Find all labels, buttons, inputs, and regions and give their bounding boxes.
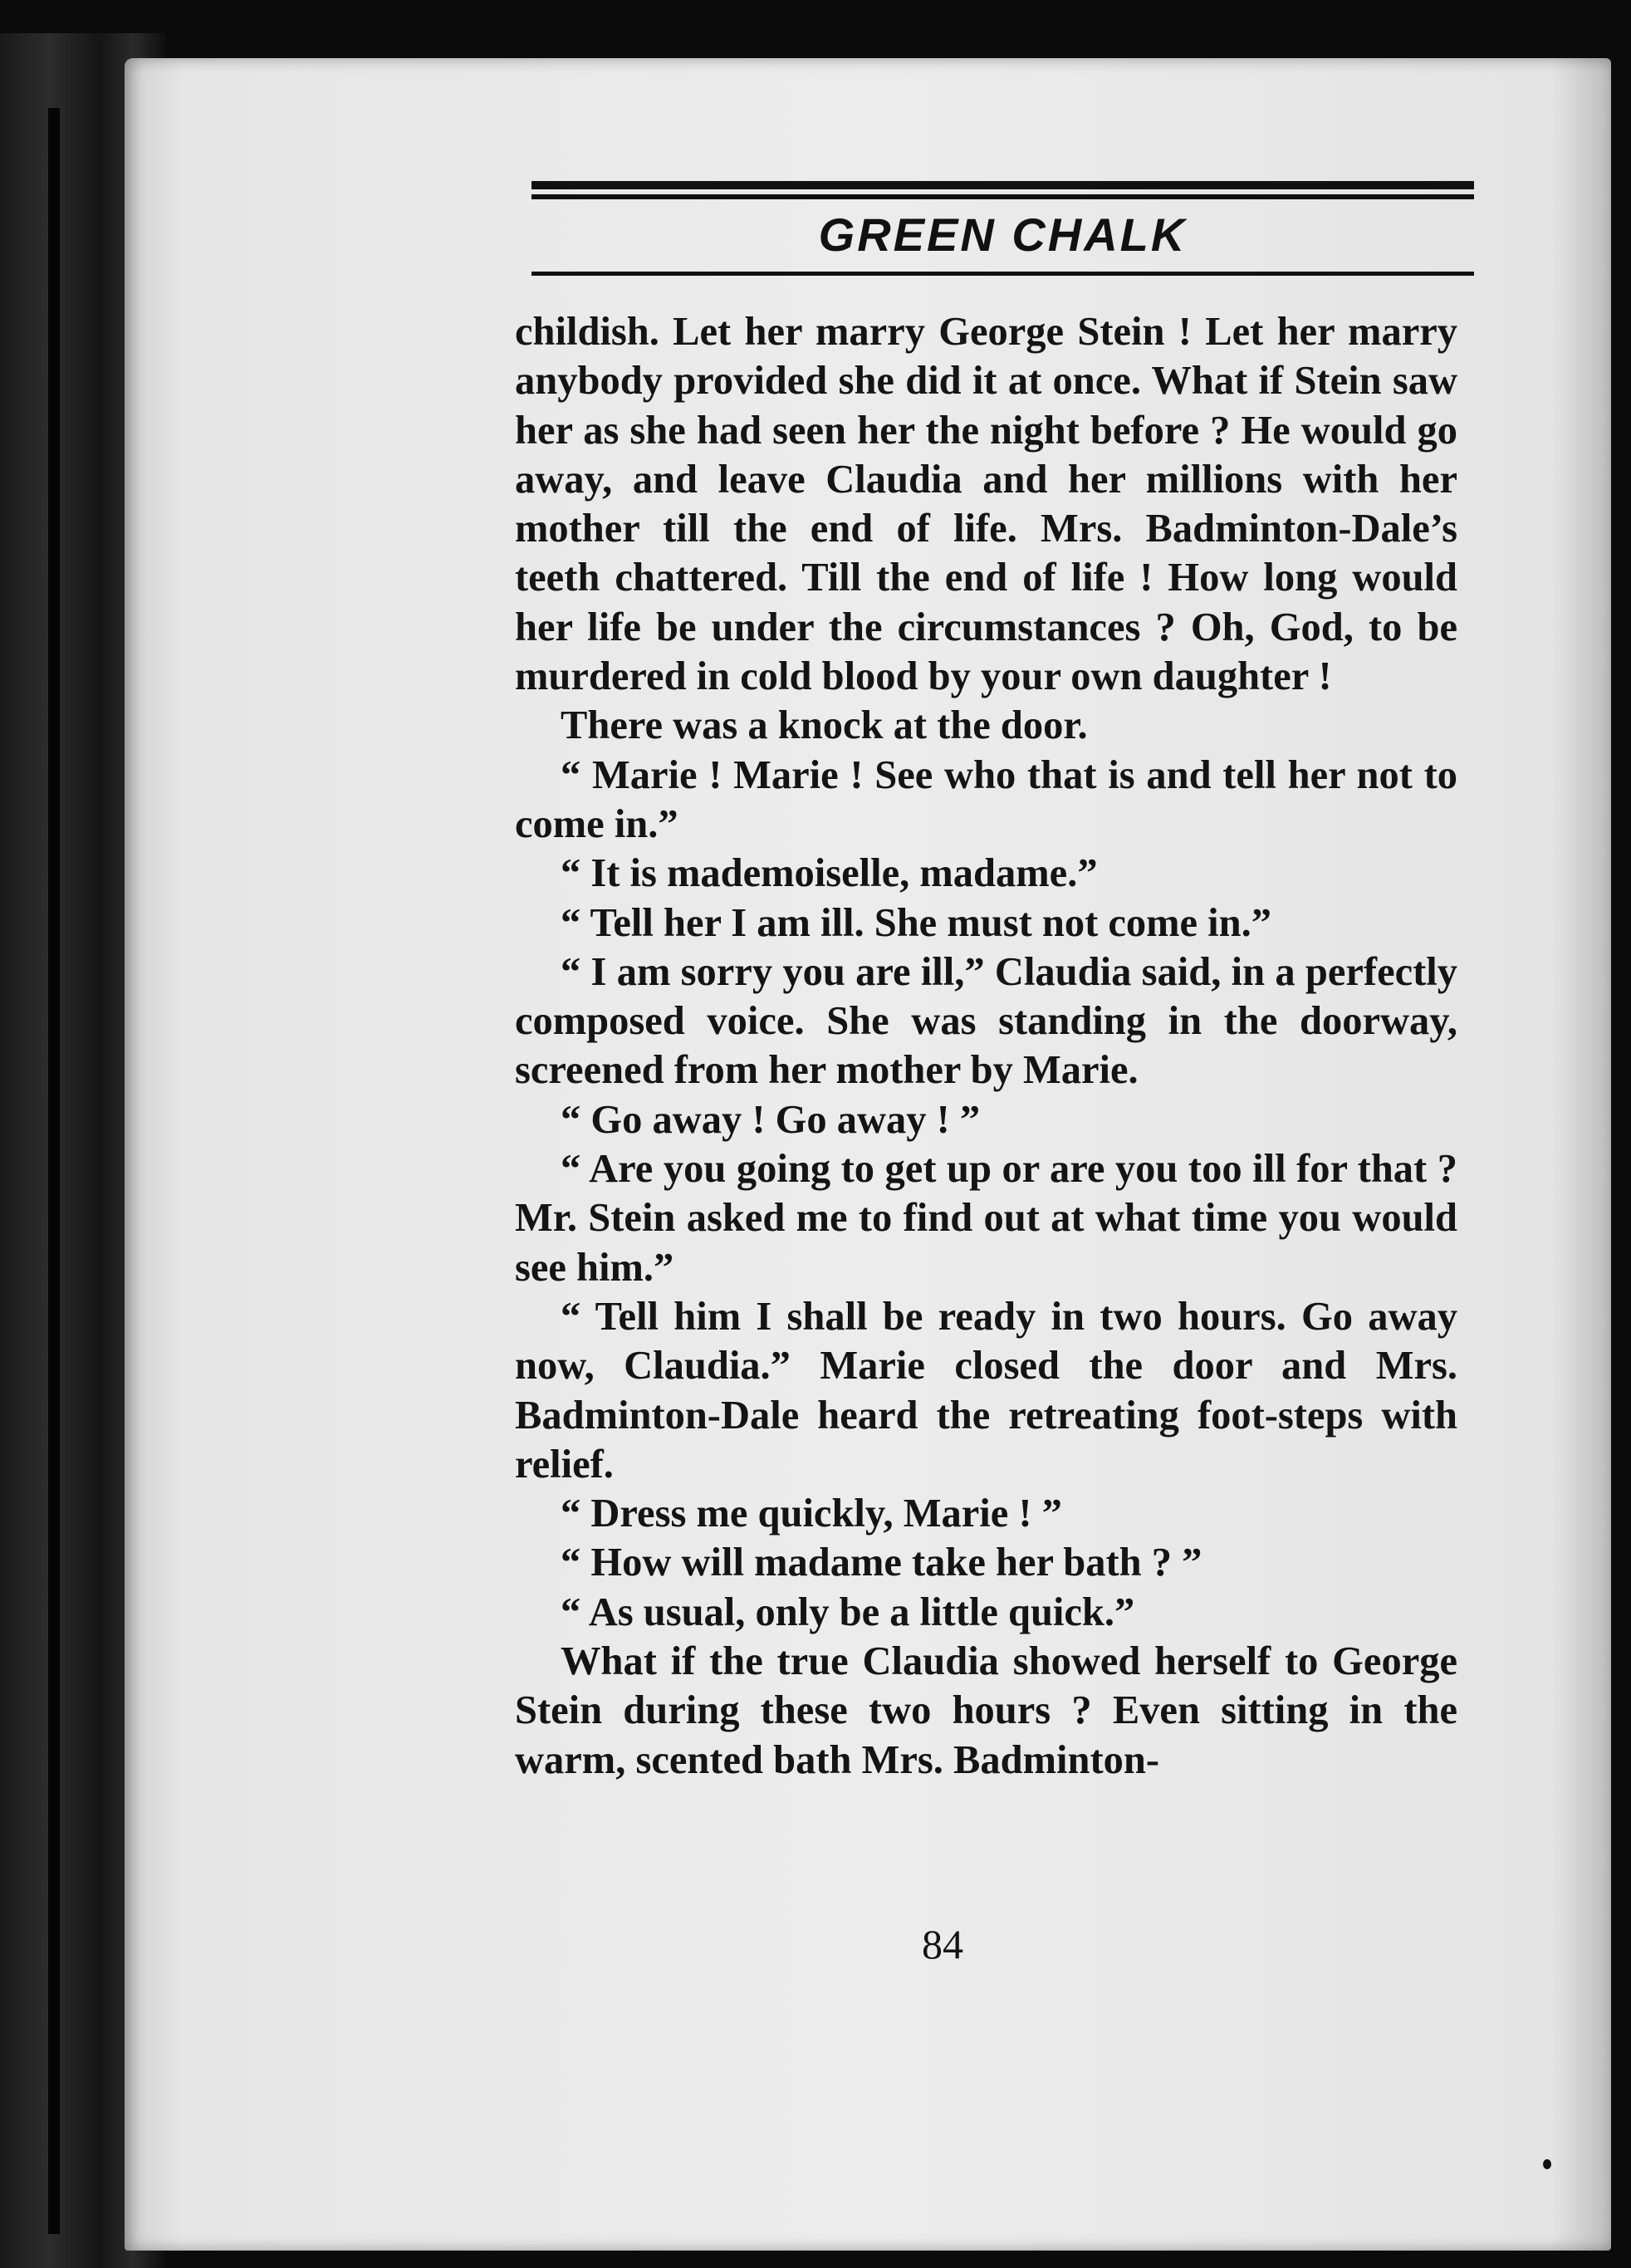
header-rule-bottom	[531, 272, 1474, 276]
paragraph: “ Marie ! Marie ! See who that is and tell her not to come in.”	[515, 752, 1457, 846]
paragraph: “ Are you going to get up or are you too ill for that ? Mr. Stein asked me to find out at what time you would see him.”	[515, 1147, 1457, 1290]
paragraph: “ Go away ! Go away ! ”	[561, 1097, 981, 1142]
paragraph: “ Tell her I am ill. She must not come in.”	[561, 900, 1271, 945]
paragraph: childish. Let her marry George Stein ! Let her marry anybody provided she did it at once. What if Stein saw her as she had seen her the night before ? He would go away, and leave Claudia and her millions with her mother till the end of life. Mrs. Badminton-Dale’s teeth chattered. Till the end of life ! How long would her life be under the circumstances ? Oh, God, to be murdered in cold blood by your own daughter !	[515, 310, 1457, 699]
header-rule-thin	[531, 194, 1474, 199]
paragraph: “ It is mademoiselle, madame.”	[561, 851, 1098, 896]
page-body-text	[515, 307, 1457, 1785]
running-title: GREEN CHALK	[818, 208, 1188, 261]
paragraph: There was a knock at the door.	[561, 703, 1088, 748]
paragraph: “ As usual, only be a little quick.”	[561, 1590, 1135, 1634]
page-number: 84	[922, 1921, 963, 1967]
paragraph: What if the true Claudia showed herself to George Stein during these two hours ? Even sitting in the warm, scented bath Mrs. Badminton-	[515, 1639, 1457, 1782]
ink-speck	[1543, 2159, 1551, 2169]
paragraph: “ How will madame take her bath ? ”	[561, 1541, 1202, 1585]
paragraph: “ I am sorry you are ill,” Claudia said, in a perfectly composed voice. She was standing in the doorway, screened from her mother by Marie.	[515, 949, 1457, 1093]
spine-edge-line	[48, 108, 60, 2234]
paragraph: “ Tell him I shall be ready in two hours. Go away now, Claudia.” Marie closed the door and Mrs. Badminton-Dale heard the retreating foot-steps with relief.	[515, 1294, 1457, 1487]
paragraph: “ Dress me quickly, Marie ! ”	[561, 1492, 1062, 1536]
header-rule-thick	[531, 181, 1474, 189]
